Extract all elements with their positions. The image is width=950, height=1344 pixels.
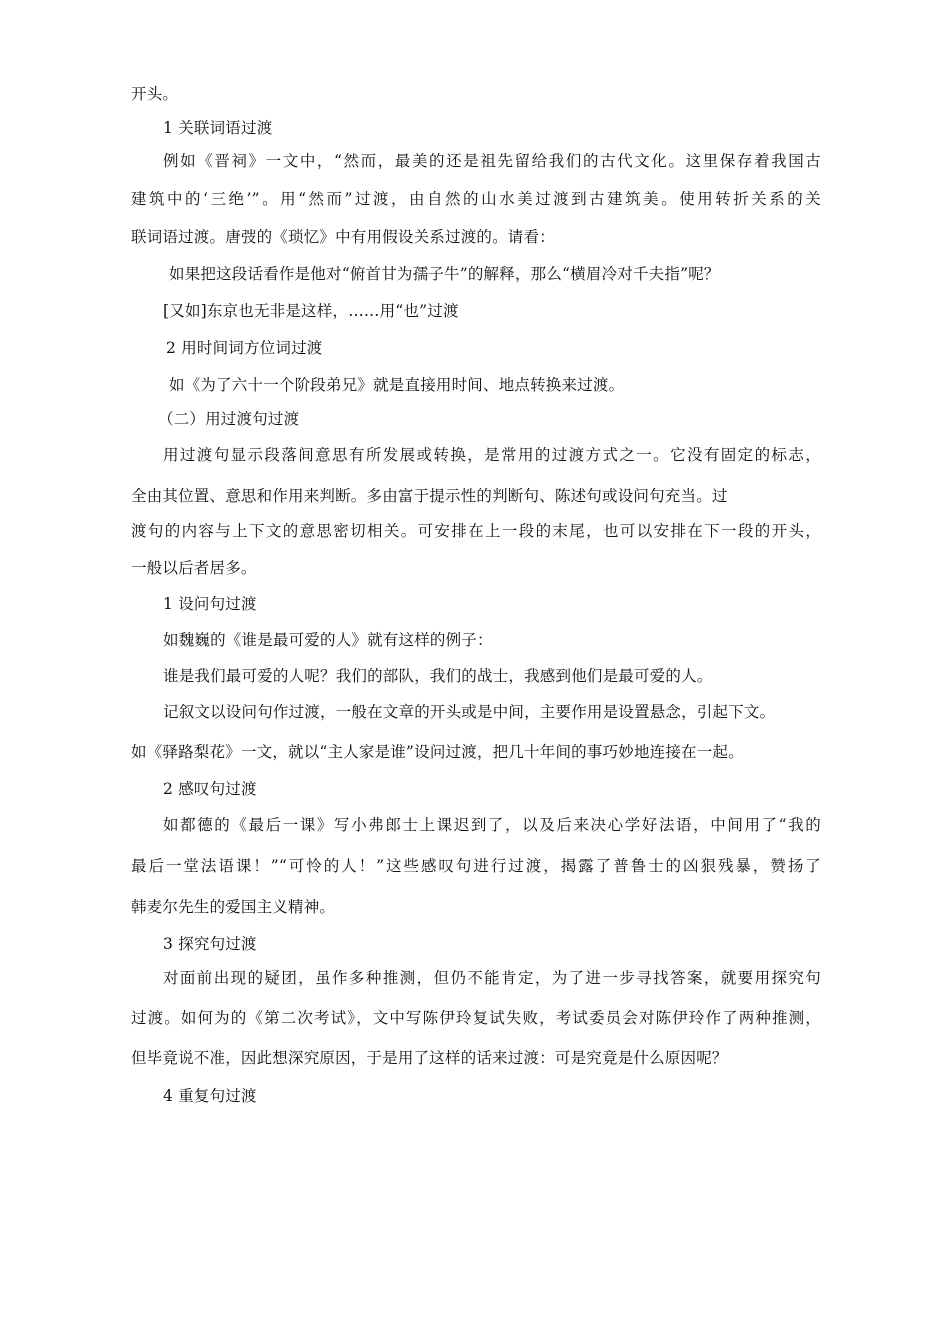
text-line: 但毕竟说不准，因此想深究原因，于是用了这样的话来过渡：可是究竟是什么原因呢？ <box>131 1049 728 1067</box>
section-heading: 2 用时间词方位词过渡 <box>166 339 323 357</box>
section-heading: 4 重复句过渡 <box>163 1087 257 1105</box>
quote-line: 如果把这段话看作是他对“俯首甘为孺子牛”的解释，那么“横眉冷对千夫指”呢？ <box>169 265 720 283</box>
quote-line: 谁是我们最可爱的人呢？我们的部队，我们的战士，我感到他们是最可爱的人。 <box>163 667 713 685</box>
text-line: 如《驿路梨花》一文，就以“主人家是谁”设问过渡，把几十年间的事巧妙地连接在一起。 <box>131 743 744 761</box>
text-line: 韩麦尔先生的爱国主义精神。 <box>131 898 336 916</box>
text-line: 一般以后者居多。 <box>131 559 257 577</box>
text-line: [又如]东京也无非是这样，……用“也”过渡 <box>163 302 459 320</box>
text-line: 过渡。如何为的《第二次考试》，文中写陈伊玲复试失败，考试委员会对陈伊玲作了两种推测， <box>131 1009 821 1027</box>
text-line: 记叙文以设问句作过渡，一般在文章的开头或是中间，主要作用是设置悬念，引起下文。 <box>163 703 776 721</box>
section-heading: 1 设问句过渡 <box>163 595 257 613</box>
text-line: 最后一堂法语课！”“可怜的人！”这些感叹句进行过渡，揭露了普鲁士的凶狠残暴，赞扬了 <box>131 857 821 875</box>
text-line: 对面前出现的疑团，虽作多种推测，但仍不能肯定，为了进一步寻找答案，就要用探究句 <box>163 969 821 987</box>
text-line: 开头。 <box>131 85 179 103</box>
text-line: 渡句的内容与上下文的意思密切相关。可安排在上一段的末尾，也可以安排在下一段的开头， <box>131 522 821 540</box>
section-heading: 2 感叹句过渡 <box>163 780 257 798</box>
text-line: 用过渡句显示段落间意思有所发展或转换，是常用的过渡方式之一。它没有固定的标志， <box>163 446 821 464</box>
text-line: 全由其位置、意思和作用来判断。多由富于提示性的判断句、陈述句或设问句充当。过 <box>131 487 728 505</box>
text-line: 联词语过渡。唐弢的《琐忆》中有用假设关系过渡的。请看： <box>131 228 555 246</box>
text-line: 如都德的《最后一课》写小弗郎士上课迟到了，以及后来决心学好法语，中间用了“我的 <box>163 816 821 834</box>
section-heading: 1 关联词语过渡 <box>163 119 273 137</box>
text-line: 如魏巍的《谁是最可爱的人》就有这样的例子： <box>163 631 493 649</box>
section-heading: 3 探究句过渡 <box>163 935 257 953</box>
section-heading: （二）用过渡句过渡 <box>158 410 300 428</box>
text-line: 如《为了六十一个阶段弟兄》就是直接用时间、地点转换来过渡。 <box>169 376 625 394</box>
text-line: 例如《晋祠》一文中，“然而，最美的还是祖先留给我们的古代文化。这里保存着我国古 <box>163 152 821 170</box>
text-line: 建筑中的‘三绝’”。用“然而”过渡，由自然的山水美过渡到古建筑美。使用转折关系的关 <box>131 190 821 208</box>
